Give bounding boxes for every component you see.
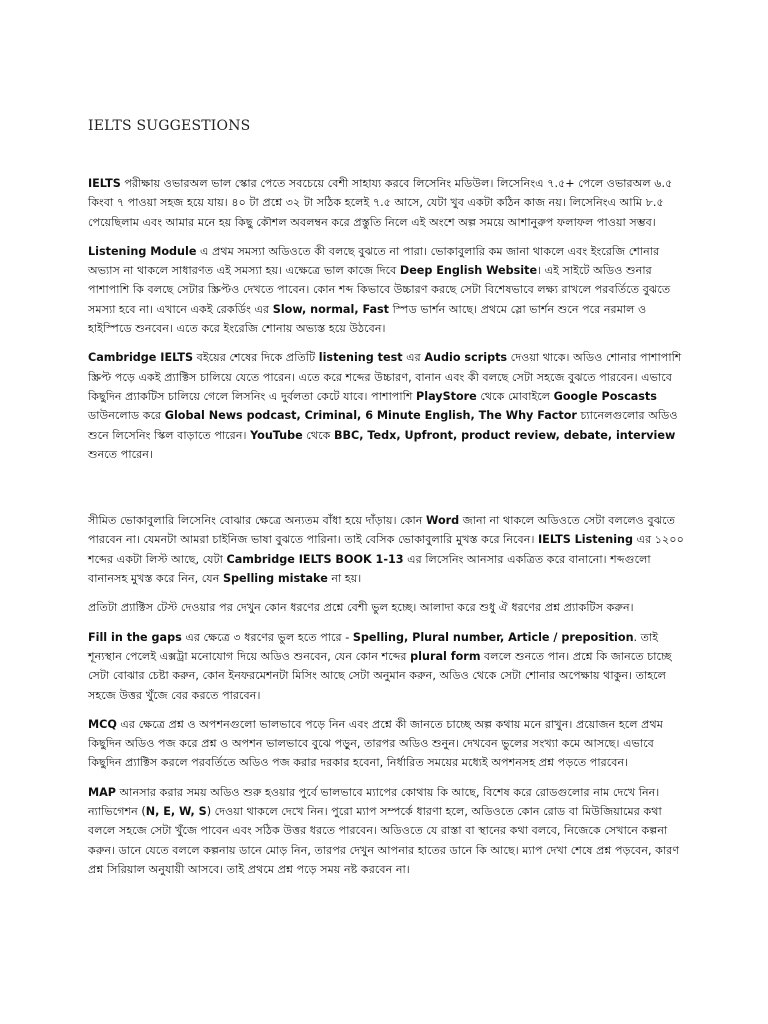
paragraph xyxy=(88,628,688,705)
text-run: । এই সাইটে অডিও শুনার পাশাপাশি কি বলছে সেটার স্ক্রিপ্টও দেখতে পাবেন। কোন শব্দ কিভাবে উচ্চারণ করছে সেটা বিশেষভাবে লক্ষ্য রাখলে পরবর্তিতে বুঝতে সমস্যা হবে না। এখানে একই রেকর্ডিং এর xyxy=(88,264,671,316)
text-run: এর ক্ষেত্রে ৩ ধরণের ভুল হতে পারে - xyxy=(181,630,353,644)
text-run: সীমিত ভোকাবুলারি লিসেনিং বোঝার ক্ষেত্রে অন্যতম বাঁধা হয়ে দাঁড়ায়। কোন xyxy=(88,514,427,528)
text-run: ডাউনলোড করে xyxy=(88,409,165,423)
bold-term: IELTS xyxy=(88,177,121,190)
text-run: এর ১২০০ শব্দের একটা লিস্ট আছে, যেটা xyxy=(88,533,684,566)
paragraph xyxy=(88,511,688,588)
bold-term: Fill in the gaps xyxy=(88,630,182,644)
paragraph xyxy=(88,783,688,879)
bold-term: Google Poscasts xyxy=(553,389,657,403)
bold-term: IELTS Listening xyxy=(538,533,634,547)
bold-term: Slow, normal, Fast xyxy=(272,302,390,316)
paragraph xyxy=(88,242,688,338)
bold-term: Cambridge IELTS xyxy=(88,351,194,365)
document-title: IELTS SUGGESTIONS xyxy=(88,118,251,134)
text-run: না হয়। xyxy=(327,572,362,586)
bold-term: N, E, W, S xyxy=(145,805,207,819)
bold-term: MAP xyxy=(88,785,116,799)
text-run: এ প্রথম সমস্যা অডিওতে কী বলছে বুঝতে না পারা। ভোকাবুলারি কম জানা থাকলে এবং ইংরেজি শোনার অভ্যাস না থাকলে সাধারণত এই সমস্যা হয়। এক্ষেত্রে ভাল কাজে দিবে xyxy=(88,244,660,278)
text-run: এর ক্ষেত্রে প্রশ্ন ও অপশনগুলো ভালভাবে পড়ে নিন এবং প্রশ্নে কী জানতে চাচ্ছে অল্প কথায় মনে রাখুন। প্রয়োজন হলে প্রথম কিছুদিন অডিও পজ করে প্রশ্ন ও অপশন ভালভাবে বুঝে পড়ুন, তারপর অডিও শুনুন। দেখবেন ভুলের সংখ্যা কমে আসছে। এভাবে কিছুদিন প্র্যাক্টিস করলে পরবর্তিতে অডিও পজ করার দরকার হবেনা, নির্ধারিত সময়ের মধ্যেই অপশনসহ প্রশ্ন পড়তে পারবেন। xyxy=(88,717,663,770)
text-run: . তাই শূন্যস্থান পেলেই এক্সট্রা মনোযোগ দিয়ে অডিও শুনবেন, যেন কোন শব্দের xyxy=(88,630,659,663)
bold-term: plural form xyxy=(410,649,481,663)
text-run: স্পিড ভার্শন আছে। প্রথমে স্লো ভার্শন শুনে পরে নরমাল ও হাইস্পিডে শুনবেন। এতে করে ইংরেজি শোনায় অভ্যস্ত হয়ে উঠবেন। xyxy=(88,302,647,336)
bold-term: Audio scripts xyxy=(424,351,508,365)
bold-term: Cambridge IELTS BOOK 1-13 xyxy=(226,552,404,566)
text-run: পরীক্ষায় ওভারঅল ভাল স্কোর পেতে সবচেয়ে বেশী সাহায্য করবে লিসেনিং মডিউল। লিসেনিংএ ৭.৫+ পেলে ওভারঅল ৬.৫ কিংবা ৭ পাওয়া সহজ হয়ে যায়। ৪০ টা প্রশ্নে ৩২ টা সঠিক হলেই ৭.৫ আসে, যেটা খুব একটা কঠিন কাজ নয়। লিসেনিংএ আমি ৮.৫ পেয়েছিলাম এবং আমার মনে হয় কিছু কৌশল অবলম্বন করে প্রস্তুতি নিলে এই অংশে অল্প সময়ে আশানুরুপ ফলাফল পাওয়া সম্ভব। xyxy=(88,177,673,229)
text-run: আনসার করার সময় অডিও শুরু হওয়ার পুর্বে ভালভাবে ম্যাপের কোথায় কি আছে, বিশেষ করে রোডগুলোর নাম দেখে নিন। ন্যাভিগেশন ( xyxy=(88,785,660,819)
text-run: থেকে মোবাইলে xyxy=(476,389,554,403)
text-run: জানা না থাকলে অডিওতে সেটা বললেও বুঝতে পারবেন না। যেমনটা আমরা চাইনিজ ভাষা বুঝতে পারিনা। তাই বেসিক ভোকাবুলারি মুখস্ত করে নিবেন। xyxy=(88,514,676,547)
bold-term: PlayStore xyxy=(416,389,477,403)
text-run: এর xyxy=(402,351,425,365)
paragraph xyxy=(88,715,688,773)
bold-term: Word xyxy=(426,514,460,528)
paragraph xyxy=(88,174,688,232)
bold-term: YouTube xyxy=(250,428,303,442)
text-run: ) দেওয়া থাকলে দেখে নিন। পুরো ম্যাপ সম্পর্কে ধারণা হলে, অডিওতে কোন রোড বা মিউজিয়ামের কথা বললে সহজে সেটা খুঁজে পাবেন এবং সঠিক উত্তর ধরতে পারবেন। অডিওতে যে রাস্তা বা স্থানের কথা বলবে, নিজেকে সেখানে কল্পনা করুন। ডানে যেতে বললে কল্পনায় ডানে মোড় নিন, তারপর দেখুন আপনার হাতের ডানে কি আছে। ম্যাপ দেখা শেষে প্রশ্ন পড়বেন, কারণ প্রশ্ন সিরিয়াল অনুযায়ী আসবে। তাই প্রথমে প্রশ্ন পড়ে সময় নষ্ট করবেন না। xyxy=(88,805,680,876)
text-run: প্রতিটা প্র্যাক্টিস টেস্ট দেওয়ার পর দেখুন কোন ধরণের প্রশ্নে বেশী ভুল হচ্ছে। আলাদা করে শুধু ঐ ধরণের প্রশ্ন প্র্যাকটিস করুন। xyxy=(88,601,634,615)
bold-term: Global News podcast, Criminal, 6 Minute English, The Why Factor xyxy=(164,409,577,423)
text-run: দেওয়া থাকে। অডিও শোনার পাশাপাশি স্ক্রিপ্ট পড়ে একই প্র্যাক্টিস চালিয়ে যেতে পারেন। এতে করে শব্দের উচ্চারণ, বানান এবং কী বলছে সেটা সহজে বুঝতে পারবেন। এভাবে কিছুদিন প্র্যাকটিস চালিয়ে গেলে লিসনিং এ দুর্বলতা কেটে যাবে। পাশাপাশি xyxy=(88,351,682,403)
bold-term: Listening Module xyxy=(88,244,197,258)
text-run: বললে শুনতে পান। প্রশ্নে কি জানতে চাচ্ছে সেটা বোঝার চেষ্টা করুন, কোন ইনফরমেশনটা মিসিং আছে সেটা অনুমান করুন, অডিও থেকে সেটা শোনার অপেক্ষায় থাকুন। তাহলে সহজে উত্তর খুঁজে বের করতে পারবেন। xyxy=(88,649,672,702)
bold-term: Deep English Website xyxy=(399,264,538,278)
bold-term: MCQ xyxy=(88,717,117,731)
document-page xyxy=(88,118,688,889)
text-run: থেকে xyxy=(302,428,334,442)
paragraph xyxy=(88,348,688,464)
text-run: শুনতে পারেন। xyxy=(88,447,153,461)
text-run: এর লিসেনিং আনসার একত্রিত করে বানানো। শব্দগুলো বানানসহ মুখস্ত করে নিন, যেন xyxy=(88,552,651,586)
bold-term: listening test xyxy=(318,351,403,365)
document-body xyxy=(88,174,688,879)
bold-term: Spelling mistake xyxy=(222,572,328,586)
bold-term: BBC, Tedx, Upfront, product review, debate, interview xyxy=(333,428,676,442)
text-run: বইয়ের শেষের দিকে প্রতিটি xyxy=(193,351,319,365)
bold-term: Spelling, Plural number, Article / preposition xyxy=(352,630,634,644)
paragraph xyxy=(88,598,688,617)
text-run: চ্যানেলগুলোর অডিও শুনে লিসেনিং স্কিল বাড়াতে পারেন। xyxy=(88,409,678,442)
